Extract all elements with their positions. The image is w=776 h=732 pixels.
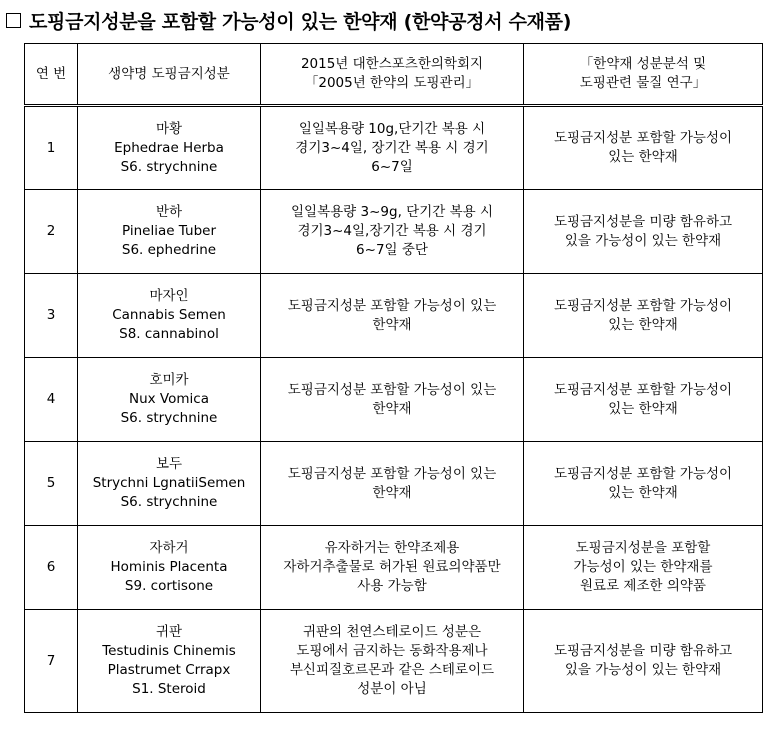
table-row: [25, 358, 763, 442]
herb-name-cell: 반하 Pineliae Tuber S6. ephedrine: [78, 190, 261, 274]
study-cell: 도핑금지성분 포함할 가능성이 있는 한약재: [524, 274, 763, 358]
guide-cell: 일일복용량 3~9g, 단기간 복용 시 경기3~4일,장기간 복용 시 경기 6~7일 중단: [261, 190, 524, 274]
study-cell: 도핑금지성분 포함할 가능성이 있는 한약재: [524, 358, 763, 442]
table-row: [25, 610, 763, 713]
table-row: [25, 106, 763, 190]
section-heading: [6, 6, 571, 34]
table-row: [25, 274, 763, 358]
section-title: 도핑금지성분을 포함할 가능성이 있는 한약재 (한약공정서 수재품): [29, 10, 572, 33]
herb-name-cell: 귀판 Testudinis Chinemis Plastrumet Crrapx S1. Steroid: [78, 610, 261, 713]
herb-name-cell: 마자인 Cannabis Semen S8. cannabinol: [78, 274, 261, 358]
header-study: 「한약재 성분분석 및 도핑관련 물질 연구」: [524, 44, 763, 106]
herbal-doping-table: [24, 43, 763, 713]
row-no: 7: [25, 610, 78, 713]
guide-cell: 도핑금지성분 포함할 가능성이 있는 한약재: [261, 442, 524, 526]
herb-name-cell: 마황 Ephedrae Herba S6. strychnine: [78, 106, 261, 190]
herb-name-cell: 보두 Strychni LgnatiiSemen S6. strychnine: [78, 442, 261, 526]
row-no: 5: [25, 442, 78, 526]
header-no: 연 번: [25, 44, 78, 106]
guide-cell: 도핑금지성분 포함할 가능성이 있는 한약재: [261, 358, 524, 442]
study-cell: 도핑금지성분을 미량 함유하고 있을 가능성이 있는 한약재: [524, 190, 763, 274]
study-cell: 도핑금지성분을 미량 함유하고 있을 가능성이 있는 한약재: [524, 610, 763, 713]
table-row: [25, 526, 763, 610]
row-no: 4: [25, 358, 78, 442]
study-cell: 도핑금지성분을 포함할 가능성이 있는 한약재를 원료로 제조한 의약품: [524, 526, 763, 610]
guide-cell: 일일복용량 10g,단기간 복용 시 경기3~4일, 장기간 복용 시 경기 6~7일: [261, 106, 524, 190]
row-no: 2: [25, 190, 78, 274]
study-cell: 도핑금지성분 포함할 가능성이 있는 한약재: [524, 106, 763, 190]
guide-cell: 유자하거는 한약조제용 자하거추출물로 허가된 원료의약품만 사용 가능함: [261, 526, 524, 610]
checkbox-square-icon: [6, 13, 21, 28]
header-guide: 2015년 대한스포츠한의학회지 「2005년 한약의 도핑관리」: [261, 44, 524, 106]
header-name: 생약명 도핑금지성분: [78, 44, 261, 106]
herb-name-cell: 호미카 Nux Vomica S6. strychnine: [78, 358, 261, 442]
herb-name-cell: 자하거 Hominis Placenta S9. cortisone: [78, 526, 261, 610]
row-no: 1: [25, 106, 78, 190]
guide-cell: 도핑금지성분 포함할 가능성이 있는 한약재: [261, 274, 524, 358]
table-header-row: [25, 44, 763, 106]
row-no: 3: [25, 274, 78, 358]
table-row: [25, 190, 763, 274]
row-no: 6: [25, 526, 78, 610]
table-row: [25, 442, 763, 526]
guide-cell: 귀판의 천연스테로이드 성분은 도핑에서 금지하는 동화작용제나 부신피질호르몬과 같은 스테로이드 성분이 아님: [261, 610, 524, 713]
study-cell: 도핑금지성분 포함할 가능성이 있는 한약재: [524, 442, 763, 526]
